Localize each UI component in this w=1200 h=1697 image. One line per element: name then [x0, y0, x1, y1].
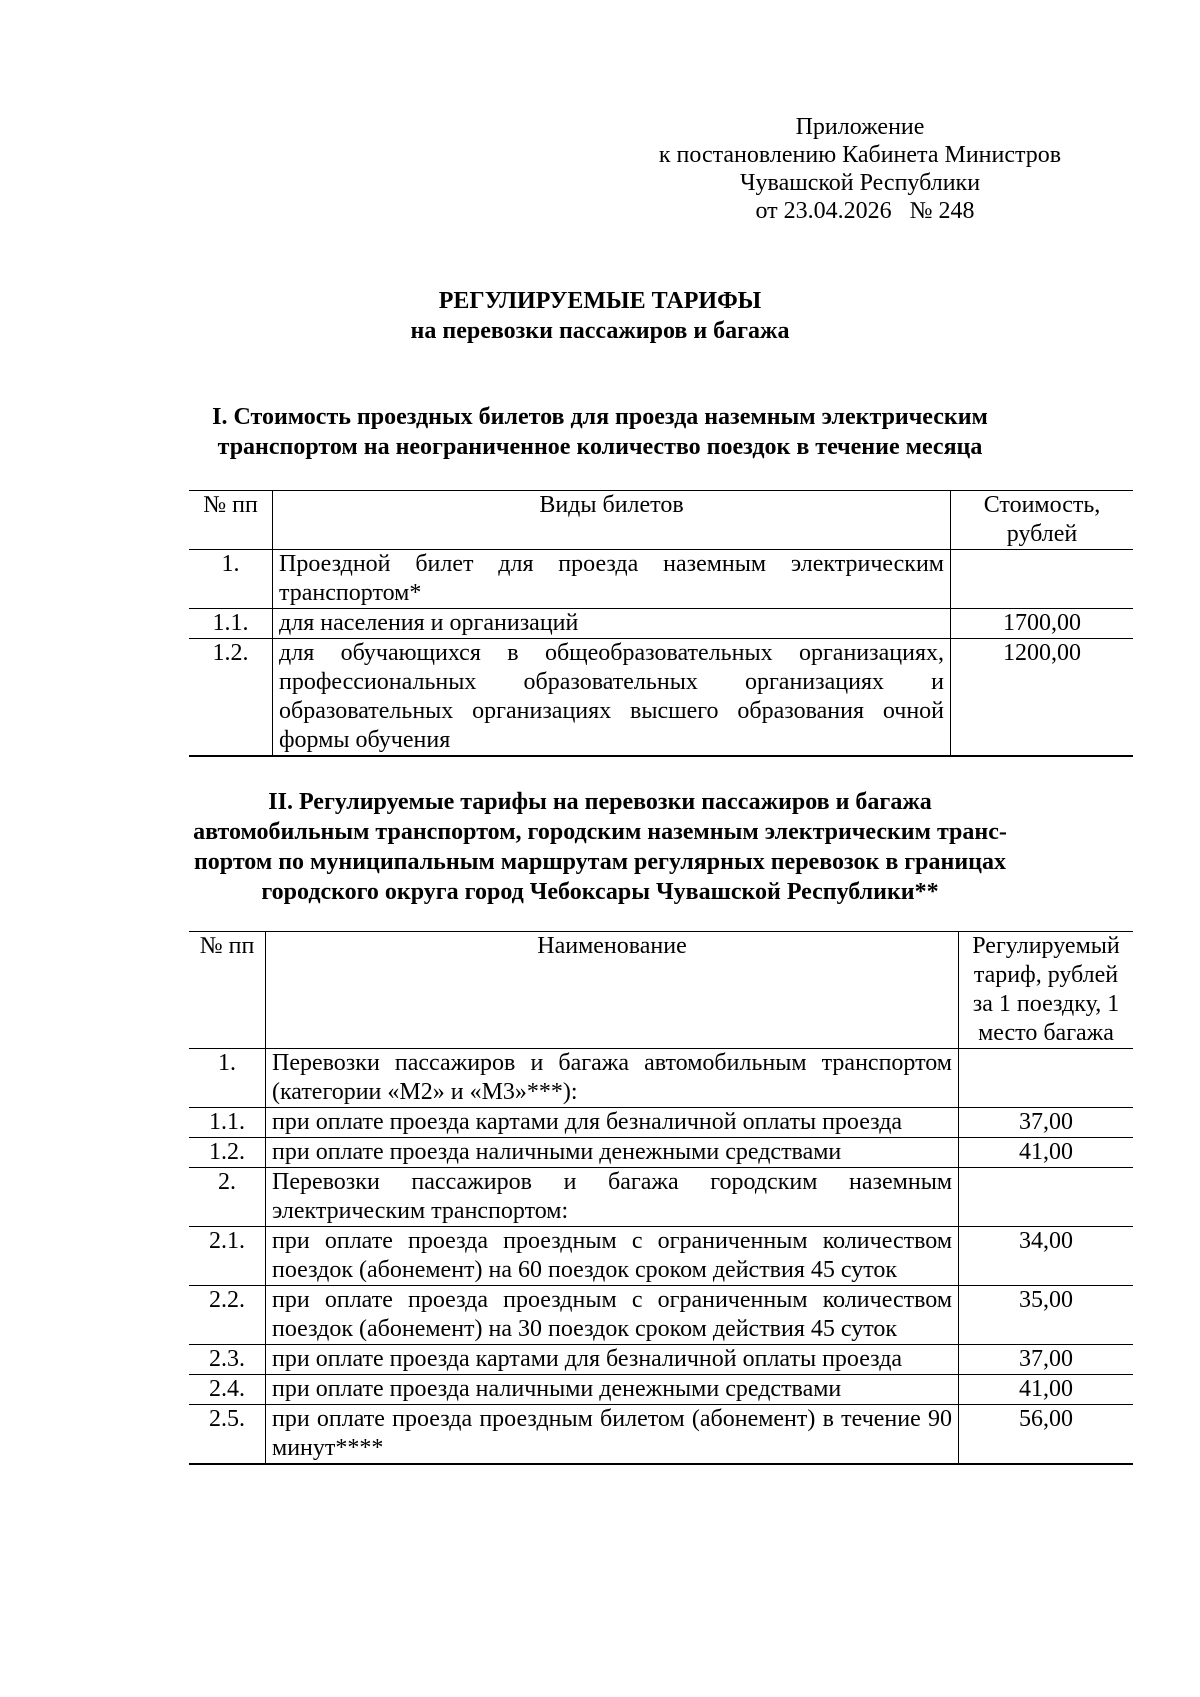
section-1-title-line: транспортом на неограниченное количество поездок в течение месяца	[217, 434, 983, 460]
column-header-num: № пп	[189, 932, 266, 1049]
appendix-header	[600, 113, 1120, 225]
table-row	[189, 1405, 1133, 1465]
section-2-title-line: автомобильным транспортом, городским наземным электрическим транс-	[193, 819, 1007, 845]
row-num: 2.4.	[189, 1375, 266, 1405]
row-value: 41,00	[1019, 1139, 1073, 1165]
table-row	[189, 1138, 1133, 1168]
row-value: 37,00	[1019, 1109, 1073, 1135]
row-value	[959, 1049, 1134, 1108]
table-header-row	[189, 491, 1133, 550]
row-desc: при оплате проезда картами для безналичной оплаты проезда	[266, 1108, 959, 1138]
row-num: 1.1.	[189, 609, 273, 639]
section-2-title-line: городского округа город Чебоксары Чувашской Республики**	[261, 879, 939, 905]
row-value: 35,00	[1019, 1287, 1073, 1313]
row-desc: при оплате проезда проездным билетом (абонемент) в течение 90 минут****	[266, 1405, 959, 1465]
table-row	[189, 1286, 1133, 1345]
table-row	[189, 1375, 1133, 1405]
document-title-sub: на перевозки пассажиров и багажа	[410, 318, 790, 344]
table-row	[189, 1108, 1133, 1138]
row-desc: при оплате проезда картами для безналичной оплаты проезда	[266, 1345, 959, 1375]
row-desc: Проездной билет для проезда наземным электрическим транспортом*	[273, 550, 951, 609]
row-value: 34,00	[1019, 1228, 1073, 1254]
appendix-republic-line: Чувашской Республики	[739, 170, 981, 196]
row-desc: при оплате проезда проездным с ограниченным количеством поездок (абонемент) на 60 поездок сроком действия 45 суток	[266, 1227, 959, 1286]
table-row	[189, 1227, 1133, 1286]
document-title	[0, 286, 1200, 346]
row-desc: при оплате проезда проездным с ограниченным количеством поездок (абонемент) на 30 поездок сроком действия 45 суток	[266, 1286, 959, 1345]
tariff-table	[189, 931, 1133, 1465]
row-num: 1.	[189, 1049, 266, 1108]
section-2-title	[100, 787, 1100, 907]
document-title-main: РЕГУЛИРУЕМЫЕ ТАРИФЫ	[438, 288, 762, 314]
appendix-date-number: от 23.04.2026 № 248	[755, 198, 975, 224]
row-value: 37,00	[1019, 1346, 1073, 1372]
row-num: 1.2.	[189, 639, 273, 757]
table-row	[189, 609, 1133, 639]
row-desc: при оплате проезда наличными денежными средствами	[266, 1138, 959, 1168]
section-1-title	[100, 402, 1100, 462]
column-header-num: № пп	[189, 491, 273, 550]
column-header-value: Стоимость, рублей	[983, 492, 1101, 547]
row-value	[959, 1168, 1134, 1227]
row-desc: для обучающихся в общеобразовательных организациях, профессиональных образовательных организациях и образовательных организациях высшего образования очной формы обучения	[273, 639, 951, 757]
section-2-title-line: II. Регулируемые тарифы на перевозки пассажиров и багажа	[268, 789, 932, 815]
column-header-desc: Виды билетов	[273, 491, 951, 550]
row-num: 1.1.	[189, 1108, 266, 1138]
table-row	[189, 1345, 1133, 1375]
section-2-title-line: портом по муниципальным маршрутам регулярных перевозок в границах	[193, 849, 1007, 875]
row-desc: при оплате проезда наличными денежными средствами	[266, 1375, 959, 1405]
row-num: 2.1.	[189, 1227, 266, 1286]
row-value: 56,00	[1019, 1406, 1073, 1432]
row-desc: Перевозки пассажиров и багажа городским наземным электрическим транспортом:	[266, 1168, 959, 1227]
row-value: 1200,00	[1003, 640, 1081, 666]
row-num: 1.	[189, 550, 273, 609]
table-header-row	[189, 932, 1133, 1049]
monthly-pass-table	[189, 490, 1133, 757]
row-num: 1.2.	[189, 1138, 266, 1168]
appendix-resolution-line: к постановлению Кабинета Министров	[658, 142, 1062, 168]
column-header-desc: Наименование	[266, 932, 959, 1049]
table-row	[189, 639, 1133, 757]
table-row	[189, 1049, 1133, 1108]
row-num: 2.5.	[189, 1405, 266, 1465]
row-num: 2.3.	[189, 1345, 266, 1375]
table-row	[189, 1168, 1133, 1227]
row-num: 2.2.	[189, 1286, 266, 1345]
row-desc: Перевозки пассажиров и багажа автомобильным транспортом (категории «М2» и «М3»***):	[266, 1049, 959, 1108]
row-value: 1700,00	[1003, 610, 1081, 636]
table-row	[189, 550, 1133, 609]
row-value	[951, 550, 1134, 609]
appendix-label: Приложение	[795, 114, 925, 140]
column-header-value: Регулируемый тариф, рублей за 1 поездку, 1 место багажа	[972, 933, 1120, 1046]
row-desc: для населения и организаций	[273, 609, 951, 639]
row-num: 2.	[189, 1168, 266, 1227]
section-1-title-line: I. Стоимость проездных билетов для проезда наземным электрическим	[212, 404, 988, 430]
row-value: 41,00	[1019, 1376, 1073, 1402]
